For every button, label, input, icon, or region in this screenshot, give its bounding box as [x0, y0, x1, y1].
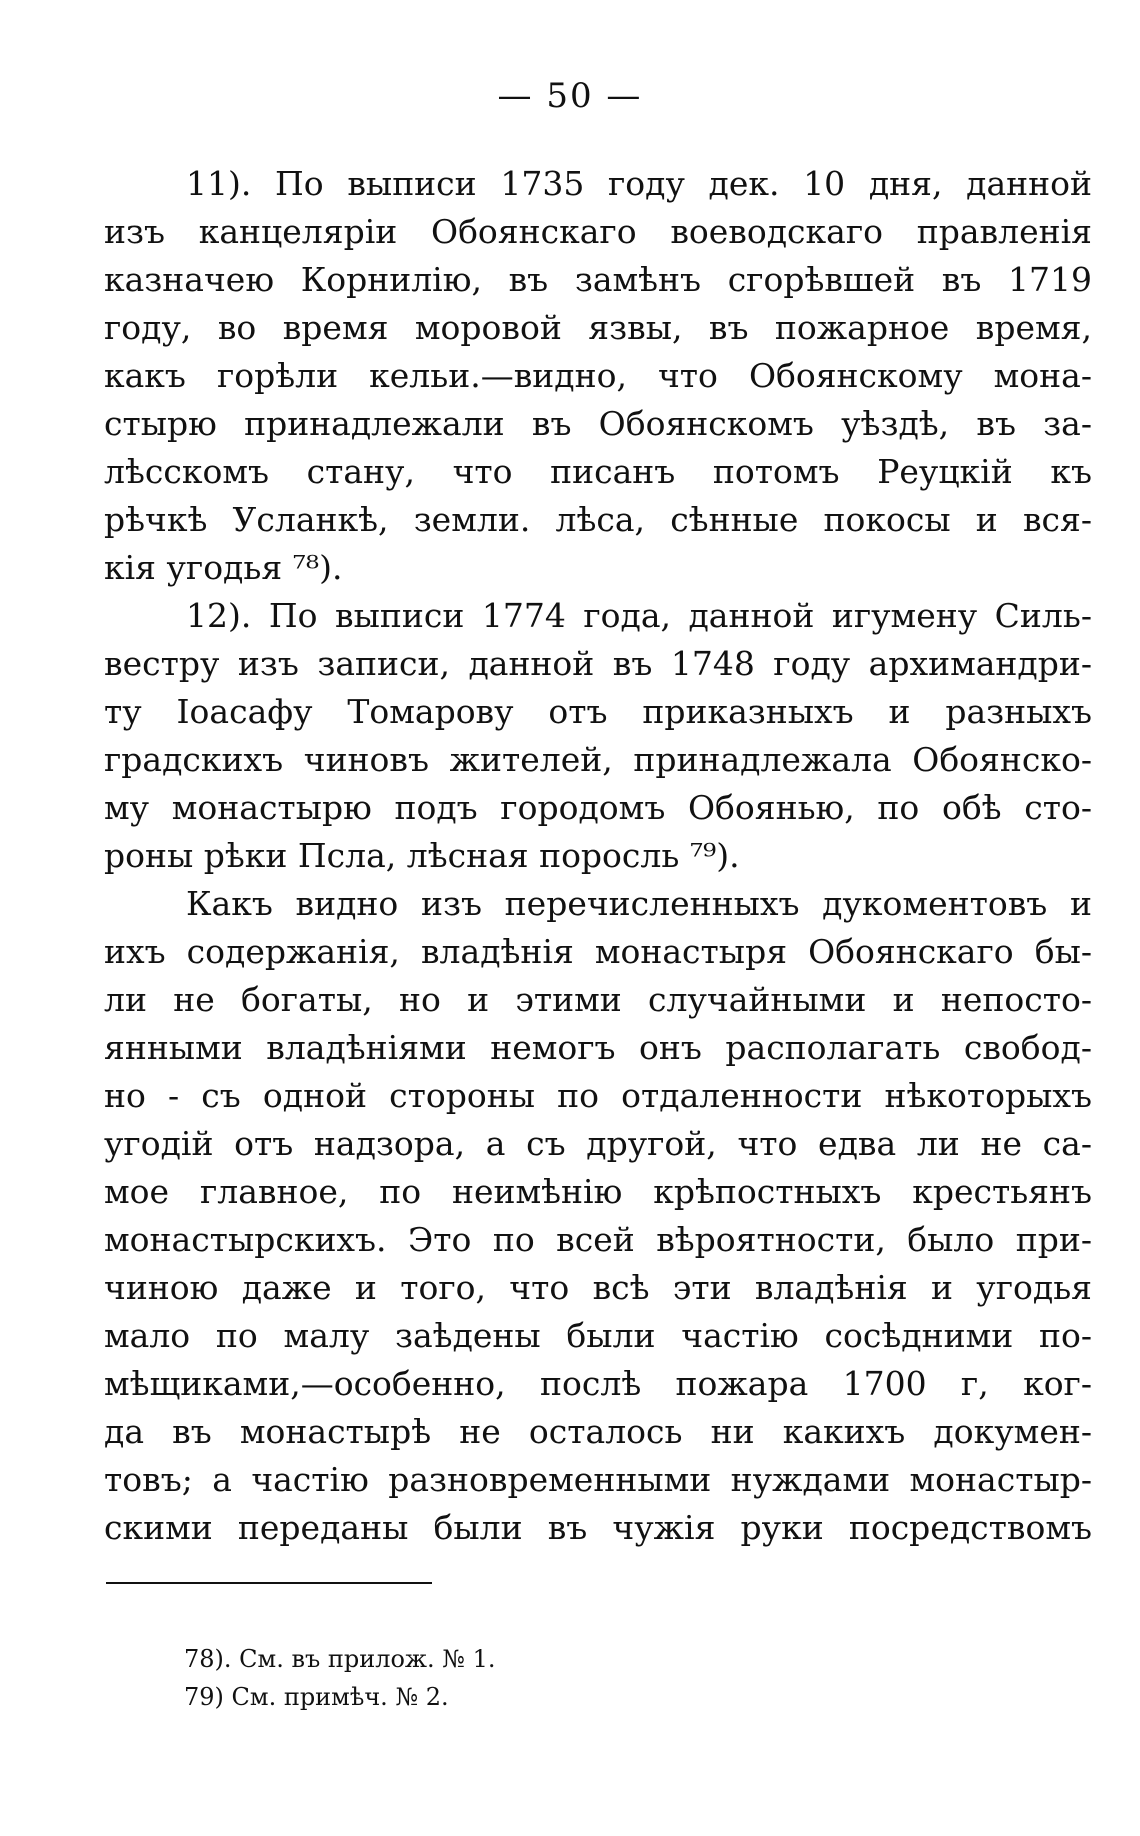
page-number: — 50 —	[497, 76, 643, 116]
text-line-14: му монастырю подъ городомъ Обоянью, по обѣ сто-	[104, 788, 1092, 827]
text-line-1: 11). По выписи 1735 году дек. 10 дня, данной	[186, 164, 1092, 203]
text-line-16: Какъ видно изъ перечисленныхъ дукоментовъ и	[186, 884, 1092, 923]
text-line-23: монастырскихъ. Это по всей вѣроятности, было при-	[104, 1220, 1092, 1259]
footnote-divider	[106, 1582, 432, 1584]
body-text	[104, 160, 1092, 1552]
text-line-27: да въ монастырѣ не осталось ни какихъ докумен-	[104, 1412, 1092, 1451]
text-line-4: году, во время моровой язвы, въ пожарное время,	[104, 308, 1092, 347]
text-line-24: чиною даже и того, что всѣ эти владѣнія и угодья	[104, 1268, 1092, 1307]
text-line-8: рѣчкѣ Усланкѣ, земли. лѣса, сѣнные покосы и вся-	[104, 500, 1092, 539]
text-line-21: угодій отъ надзора, а съ другой, что едва ли не са-	[104, 1124, 1092, 1163]
text-line-15: роны рѣки Псла, лѣсная поросль ⁷⁹).	[104, 836, 740, 875]
text-line-9: кія угодья ⁷⁸).	[104, 548, 343, 587]
text-line-5: какъ горѣли кельи.—видно, что Обоянскому мона-	[104, 356, 1092, 395]
text-line-7: лѣсскомъ стану, что писанъ потомъ Реуцкій къ	[104, 452, 1092, 491]
text-line-18: ли не богаты, но и этими случайными и непосто-	[104, 980, 1092, 1019]
text-line-13: градскихъ чиновъ жителей, принадлежала Обоянско-	[104, 740, 1092, 779]
text-line-6: стырю принадлежали въ Обоянскомъ уѣздѣ, въ за-	[104, 404, 1092, 443]
text-line-22: мое главное, по неимѣнію крѣпостныхъ крестьянъ	[104, 1172, 1092, 1211]
text-line-17: ихъ содержанія, владѣнія монастыря Обоянскаго бы-	[104, 932, 1092, 971]
footnote-79: 79) См. примѣч. № 2.	[184, 1683, 449, 1711]
text-line-28: товъ; а частію разновременными нуждами монастыр-	[104, 1460, 1092, 1499]
text-line-25: мало по малу заѣдены были частію сосѣдними по-	[104, 1316, 1092, 1355]
text-line-2: изъ канцеляріи Обоянскаго воеводскаго правленія	[104, 212, 1092, 251]
text-line-19: янными владѣніями немогъ онъ располагать свобод-	[104, 1028, 1092, 1067]
footnote-78: 78). См. въ прилож. № 1.	[184, 1645, 496, 1673]
text-line-3: казначею Корнилію, въ замѣнъ сгорѣвшей въ 1719	[104, 260, 1092, 299]
text-line-26: мѣщиками,—особенно, послѣ пожара 1700 г, ког-	[104, 1364, 1092, 1403]
text-line-11: вестру изъ записи, данной въ 1748 году архимандри-	[104, 644, 1092, 683]
text-line-10: 12). По выписи 1774 года, данной игумену Силь-	[186, 596, 1092, 635]
text-line-29: скими переданы были въ чужія руки посредствомъ	[104, 1508, 1092, 1547]
text-line-12: ту Іоасафу Томарову отъ приказныхъ и разныхъ	[104, 692, 1092, 731]
text-line-20: но - съ одной стороны по отдаленности нѣкоторыхъ	[104, 1076, 1092, 1115]
footnotes	[184, 1640, 884, 1716]
